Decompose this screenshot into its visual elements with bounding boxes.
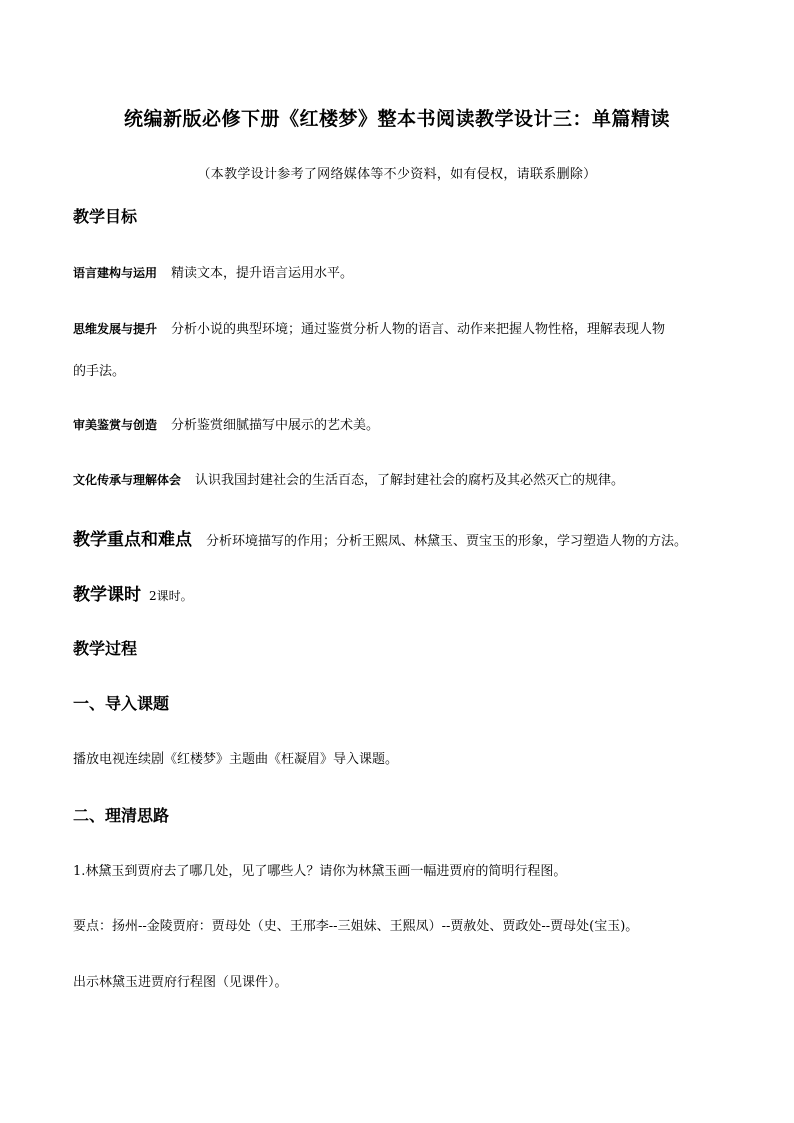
key-points-text: 分析环境描写的作用；分析王熙凤、林黛玉、贾宝玉的形象，学习塑造人物的方法。	[206, 534, 688, 549]
key-points	[73, 525, 687, 550]
objectives-heading: 教学目标	[73, 207, 138, 226]
class-hours-label: 教学课时	[73, 585, 141, 605]
section2-question: 1.林黛玉到贾府去了哪几处，见了哪些人？请你为林黛玉画一幅进贾府的简明行程图。	[73, 864, 567, 879]
process-heading: 教学过程	[73, 639, 138, 658]
section1-heading: 一、导入课题	[73, 694, 170, 713]
objective-text: 分析小说的典型环境；通过鉴赏分析人物的语言、动作来把握人物性格，理解表现人物	[171, 322, 666, 337]
objective-label: 语言建构与运用	[73, 266, 158, 280]
section2-points: 要点：扬州--金陵贾府：贾母处（史、王邢李--三姐妹、王熙凤）--贾赦处、贾政处--贾母处(宝玉)。	[73, 919, 639, 934]
objective-text: 精读文本，提升语言运用水平。	[171, 266, 354, 281]
document-title: 统编新版必修下册《红楼梦》整本书阅读教学设计三：单篇精读	[123, 108, 670, 130]
section1-text: 播放电视连续剧《红楼梦》主题曲《枉凝眉》导入课题。	[73, 752, 399, 767]
objective-item	[73, 262, 353, 281]
section2-show: 出示林黛玉进贾府行程图（见课件）。	[73, 975, 288, 990]
objective-label: 文化传承与理解体会	[73, 473, 182, 487]
document-subtitle: （本教学设计参考了网络媒体等不少资料，如有侵权，请联系删除）	[197, 167, 597, 182]
objective-text: 认识我国封建社会的生活百态，了解封建社会的腐朽及其必然灭亡的规律。	[195, 473, 625, 488]
section2-heading: 二、理清思路	[73, 806, 170, 825]
objective-label: 思维发展与提升	[73, 322, 158, 336]
objective-text-continuation: 的手法。	[73, 364, 126, 379]
class-hours-text: 2课时。	[149, 589, 193, 603]
objective-text: 分析鉴赏细腻描写中展示的艺术美。	[171, 418, 380, 433]
objective-item	[73, 318, 665, 337]
key-points-label: 教学重点和难点	[73, 530, 192, 550]
objective-item	[73, 414, 379, 433]
objective-label: 审美鉴赏与创造	[73, 418, 158, 432]
class-hours	[73, 580, 193, 605]
objective-item	[73, 469, 624, 488]
